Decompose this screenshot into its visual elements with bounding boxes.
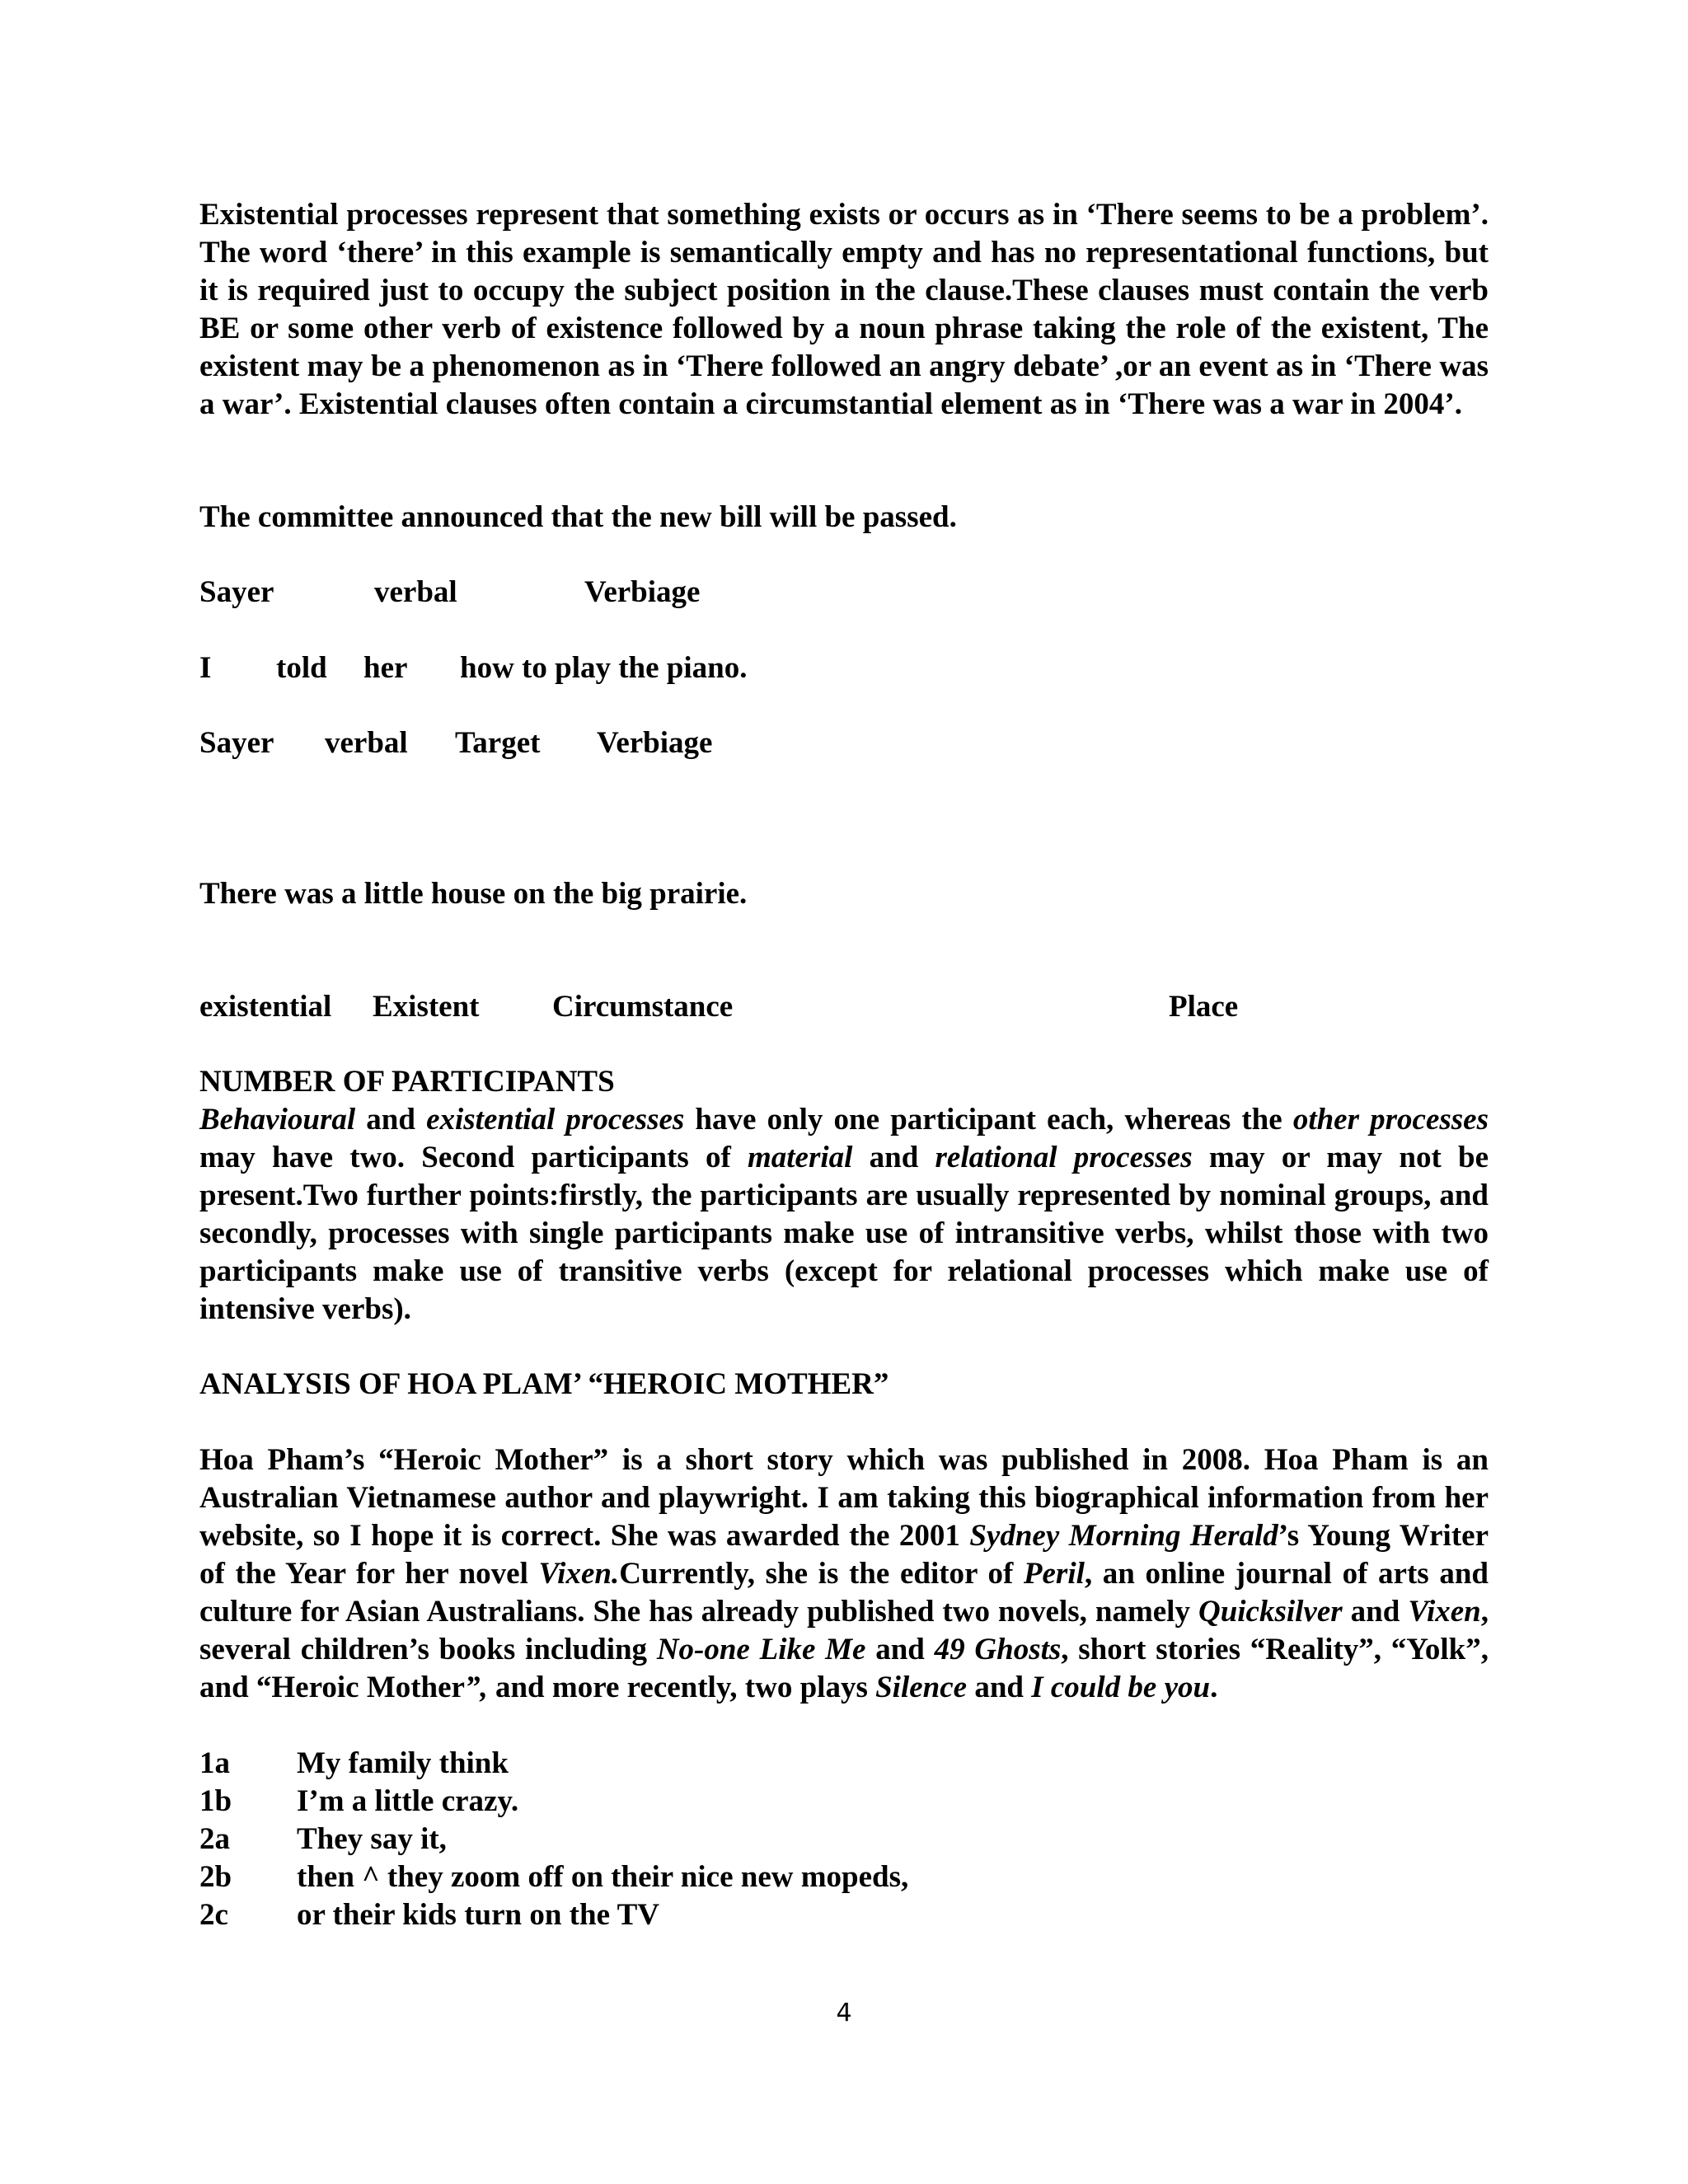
label-verbal: verbal [374, 575, 457, 609]
italic-text-segment: other processes [1292, 1103, 1489, 1137]
label-existent: Existent [373, 990, 480, 1024]
line-text: They say it, [297, 1822, 447, 1856]
text-segment: , several children’s books including [199, 1595, 1489, 1666]
text-segment: and [1342, 1595, 1409, 1629]
italic-text-segment: I could be you [1031, 1671, 1211, 1704]
existential-paragraph: Existential processes represent that something exists or occurs as in ‘There seems to be a problem’. The word ‘there’ in this example is semantically empty and has no representational functions, but it is required just to occupy the subject position in the clause.These clauses must contain the verb BE or some other verb of existence followed by a noun phrase taking the role of the existent, The existent may be a phenomenon as in ‘There followed an angry debate’ ,or an event as in ‘There was a war’. Existential clauses often contain a circumstantial element as in ‘There was a war in 2004’. [199, 198, 1489, 421]
italic-text-segment: 49 Ghosts [934, 1633, 1062, 1666]
text-segment: and [355, 1103, 427, 1137]
word-her: her [363, 651, 408, 685]
word-told: told [276, 651, 327, 685]
label-existential: existential [199, 990, 332, 1024]
italic-text-segment: ”, [464, 1671, 488, 1704]
numbered-line [199, 1821, 1489, 1858]
text-segment: and [967, 1671, 1032, 1704]
line-number: 1b [199, 1784, 232, 1818]
text-segment: may or may not be present.Two further points:firstly, the participants are usually represented by nominal groups, and secondly, processes with single participants make use of intransitive verbs, whilst those with two participants make use of transitive verbs (except for relational processes which make use of intensive verbs). [199, 1141, 1489, 1326]
participants-paragraph [199, 1101, 1489, 1329]
italic-text-segment: Behavioural [199, 1103, 356, 1137]
line-text: My family think [297, 1746, 509, 1780]
text-segment: Currently, she is the editor of [619, 1557, 1024, 1591]
analysis-section [199, 1366, 1489, 1404]
italic-text-segment: Peril [1023, 1557, 1085, 1591]
line-text: or their kids turn on the TV [297, 1898, 659, 1932]
italic-text-segment: existential processes [426, 1103, 685, 1137]
label-target: Target [455, 726, 541, 760]
italic-text-segment: No-one Like Me [656, 1633, 866, 1666]
text-segment: , short stories “Reality”, “Yolk”, and “Heroic Mother [199, 1633, 1489, 1704]
label-sayer: Sayer [199, 726, 274, 760]
section-heading: ANALYSIS OF HOA PLAM’ “HEROIC MOTHER” [199, 1367, 889, 1401]
label-verbiage: Verbiage [584, 575, 701, 609]
page-number: 4 [836, 1999, 852, 2027]
line-number: 2c [199, 1898, 228, 1932]
participants-section [199, 1063, 1489, 1329]
text-segment: . [1210, 1671, 1218, 1704]
numbered-clause-list [199, 1745, 1489, 1934]
text-segment: and [865, 1633, 935, 1666]
example-sentence-text: The committee announced that the new bill will be passed. [199, 500, 957, 534]
numbered-line [199, 1858, 1489, 1896]
analysis-body [199, 1441, 1489, 1707]
numbered-line [199, 1783, 1489, 1821]
italic-text-segment: Vixen. [538, 1557, 620, 1591]
numbered-line [199, 1745, 1489, 1783]
italic-text-segment: material [747, 1141, 853, 1174]
numbered-line [199, 1896, 1489, 1934]
italic-text-segment: Vixen [1408, 1595, 1481, 1629]
italic-text-segment: Quicksilver [1198, 1595, 1343, 1629]
text-segment: and [852, 1141, 935, 1174]
label-verbiage: Verbiage [597, 726, 713, 760]
text-segment: ’s Young Writer of the Year for her novel [199, 1519, 1489, 1591]
label-sayer: Sayer [199, 575, 274, 609]
text-segment: Hoa Pham’s “Heroic Mother” is a short story which was published in 2008. Hoa Pham is an Australian Vietnamese author and playwright. I am taking this biographical information from her website, so I hope it is correct. She was awarded the 2001 [199, 1443, 1489, 1553]
line-text: I’m a little crazy. [297, 1784, 519, 1818]
word-verbiage: how to play the piano. [460, 651, 748, 685]
line-number: 2b [199, 1860, 232, 1894]
text-segment: and more recently, two plays [487, 1671, 876, 1704]
text-segment: have only one participant each, whereas the [684, 1103, 1293, 1137]
italic-text-segment: Silence [875, 1671, 968, 1704]
label-place: Place [1169, 990, 1239, 1024]
label-verbal: verbal [325, 726, 408, 760]
analysis-paragraph [199, 1441, 1489, 1707]
section-heading: NUMBER OF PARTICIPANTS [199, 1065, 615, 1099]
line-text: then ^ they zoom off on their nice new mopeds, [297, 1860, 909, 1894]
text-segment: may have two. Second participants of [199, 1141, 748, 1174]
italic-text-segment: Sydney Morning Herald [969, 1519, 1278, 1553]
text-segment: , an online journal of arts and culture for Asian Australians. She has already published two novels, namely [199, 1557, 1489, 1629]
example-sentence-text: There was a little house on the big prairie. [199, 877, 748, 911]
label-circumstance: Circumstance [552, 990, 734, 1024]
line-number: 1a [199, 1746, 230, 1780]
word-i: I [199, 651, 212, 685]
italic-text-segment: relational processes [935, 1141, 1193, 1174]
line-number: 2a [199, 1822, 230, 1856]
